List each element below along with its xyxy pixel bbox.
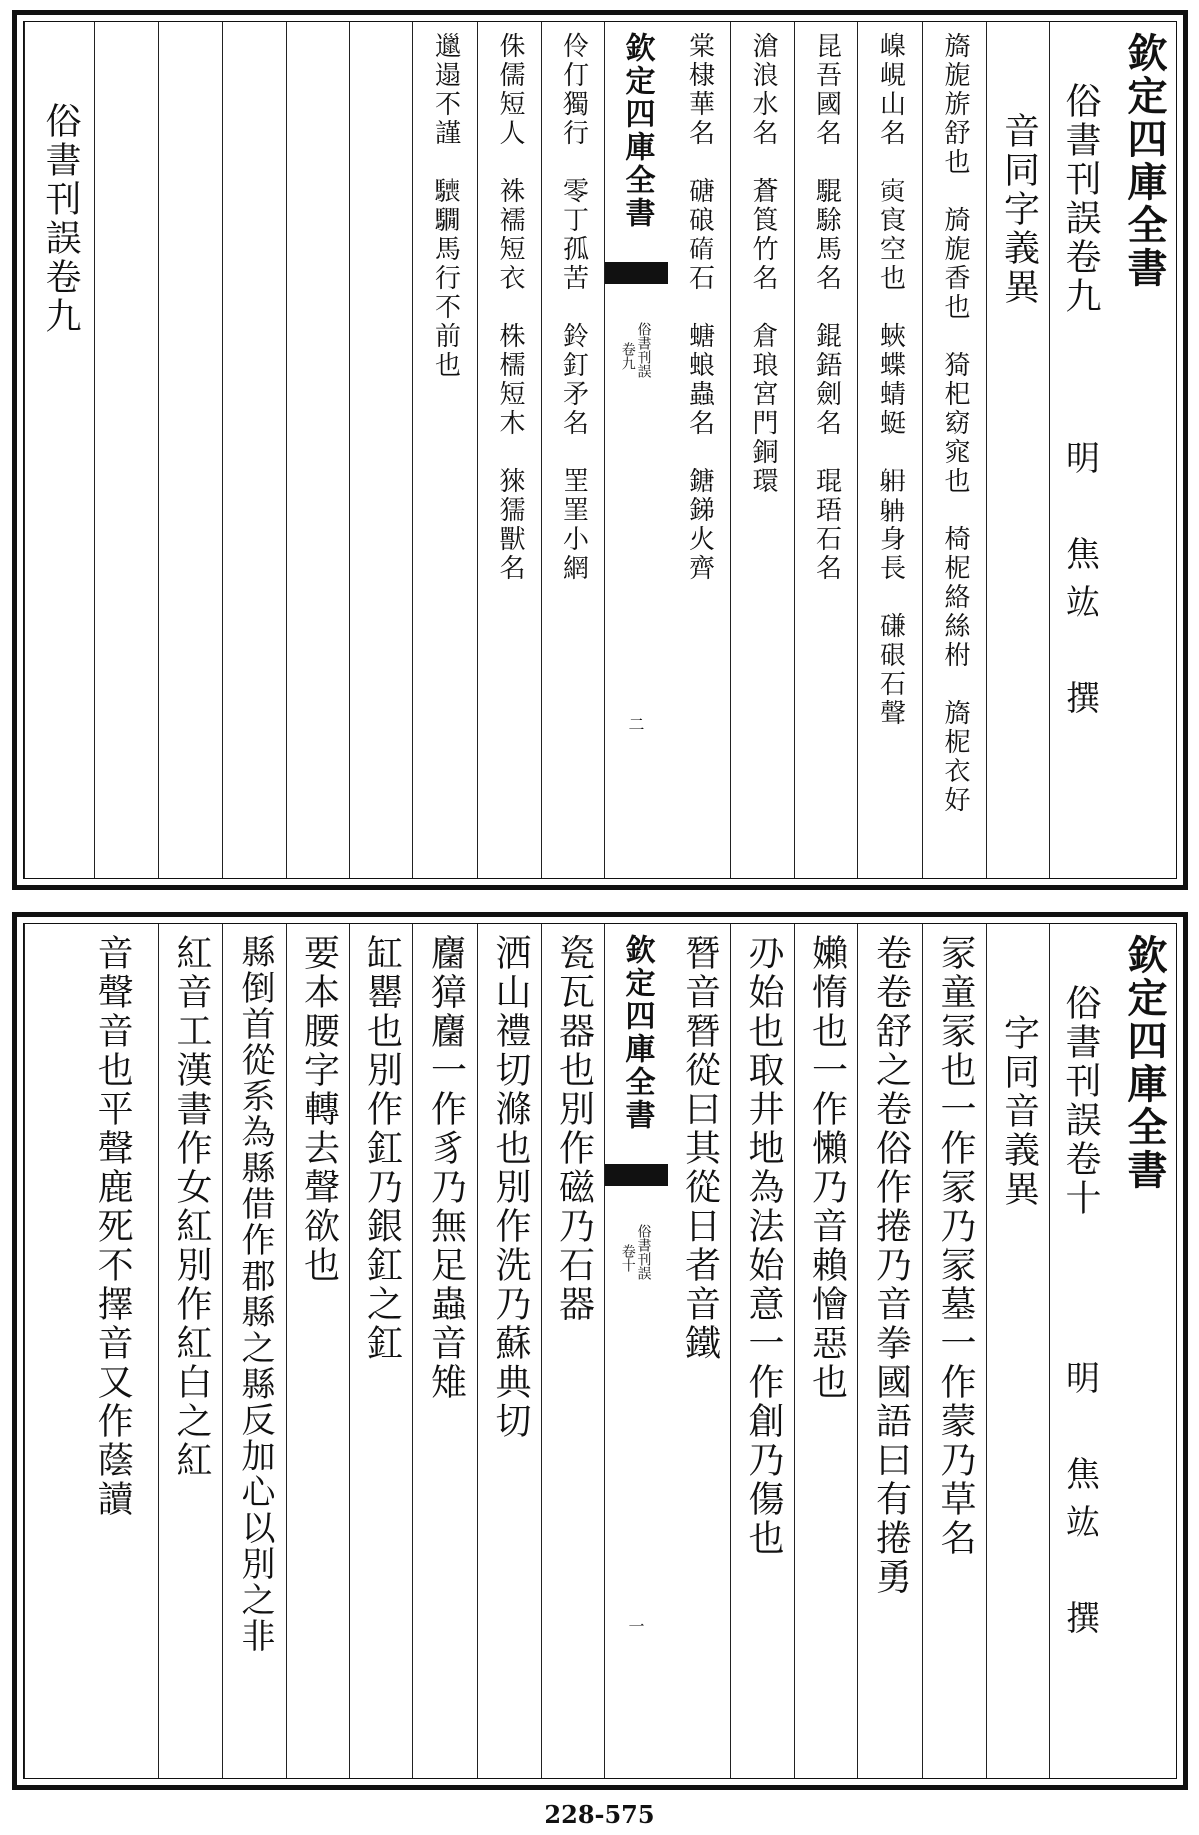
top-line-6: 伶仃獨行 零丁孤苦 鈴釘矛名 罜罣小網 bbox=[558, 32, 589, 583]
bottom-col-line-12 bbox=[158, 924, 223, 1778]
top-line-8: 邋遢不謹 𩦌𩦂馬行不前也 bbox=[430, 32, 461, 380]
top-fold-sub-a: 俗書刊誤 bbox=[635, 322, 652, 378]
bottom-fold-title: 欽定四庫全書 bbox=[619, 934, 655, 1132]
bottom-line-9: 缸罌也別作釭乃銀釭之釭 bbox=[361, 934, 403, 1363]
bottom-line-6: 瓷瓦器也別作磁乃石器 bbox=[553, 934, 595, 1324]
top-col-blank-1 bbox=[349, 22, 413, 878]
top-page-panel bbox=[12, 10, 1188, 890]
bottom-col-line-5 bbox=[667, 924, 731, 1778]
bottom-header-title: 欽定四庫全書 bbox=[1121, 934, 1168, 1192]
top-col-trailer bbox=[24, 22, 95, 878]
bottom-col-line-8 bbox=[412, 924, 478, 1778]
top-line-1: 旖旎旂舒也 旑旎香也 猗𣏌窈窕也 椅柅絡絲柎 旖柅衣好 bbox=[940, 32, 970, 815]
top-col-book-title bbox=[1049, 22, 1110, 878]
bottom-page-inner-frame bbox=[23, 923, 1177, 1779]
top-fold-fishtail-upper bbox=[605, 262, 668, 284]
top-col-blank-2 bbox=[286, 22, 350, 878]
bottom-line-7: 洒山禮切滌也別作洗乃蘇典切 bbox=[490, 934, 531, 1441]
bottom-col-header bbox=[1109, 924, 1179, 1778]
top-fold-leaf: 二 bbox=[628, 715, 645, 734]
bottom-line-1: 冡童冡也一作冡乃冡墓一作蒙乃草名 bbox=[935, 934, 976, 1558]
bottom-line-12: 紅音工漢書作女紅別作紅白之紅 bbox=[171, 934, 212, 1480]
bottom-col-line-4 bbox=[730, 924, 795, 1778]
bottom-col-line-2 bbox=[857, 924, 923, 1778]
bottom-col-section bbox=[986, 924, 1050, 1778]
top-book-title: 俗書刊誤卷九 bbox=[1060, 82, 1101, 316]
bottom-col-line-13 bbox=[24, 924, 159, 1778]
top-fold-sub-b: 卷九 bbox=[619, 342, 636, 370]
top-col-blank-4 bbox=[158, 22, 223, 878]
top-author: 明 焦竑 撰 bbox=[1059, 440, 1100, 728]
top-col-blank-5 bbox=[94, 22, 159, 878]
bottom-col-line-9 bbox=[349, 924, 413, 1778]
bottom-col-book-title bbox=[1049, 924, 1110, 1778]
bottom-col-line-7 bbox=[477, 924, 542, 1778]
top-line-7: 侏儒短人 袾襦短衣 株檽短木 猍獳獸名 bbox=[495, 32, 525, 583]
top-page-inner-frame bbox=[23, 21, 1177, 879]
top-col-line-1 bbox=[922, 22, 987, 878]
bottom-line-11: 縣倒首從系為縣借作郡縣之縣反加心以別之非 bbox=[235, 934, 275, 1654]
top-col-line-2 bbox=[857, 22, 923, 878]
top-line-5: 棠棣華名 磄硠𥓿石 螗蜋蟲名 鎕銻火齊 bbox=[684, 32, 715, 583]
bottom-line-8: 麕獐麕一作豸乃無足蟲音雉 bbox=[425, 934, 467, 1402]
bottom-col-line-6 bbox=[541, 924, 605, 1778]
top-col-line-4 bbox=[730, 22, 795, 878]
bottom-section-heading: 字同音義異 bbox=[998, 1014, 1040, 1209]
bottom-book-title: 俗書刊誤卷十 bbox=[1060, 984, 1101, 1218]
bottom-line-10: 要本腰字轉去聲欲也 bbox=[298, 934, 340, 1285]
top-col-line-7 bbox=[477, 22, 542, 878]
page-number: 228-575 bbox=[544, 1800, 655, 1829]
top-trailer-title: 俗書刊誤卷九 bbox=[40, 102, 81, 336]
top-columns bbox=[24, 22, 1176, 878]
bottom-line-4: 刅始也取井地為法始意一作創乃傷也 bbox=[743, 934, 784, 1558]
top-col-line-5 bbox=[667, 22, 731, 878]
bottom-line-13: 音聲音也平聲鹿死不擇音又作蔭讀 bbox=[92, 934, 134, 1519]
top-line-3: 昆吾國名 騉駼馬名 錕鋙劍名 琨珸石名 bbox=[811, 32, 842, 583]
top-header-title: 欽定四庫全書 bbox=[1121, 32, 1168, 290]
top-col-header bbox=[1109, 22, 1179, 878]
bottom-fold-sub-b: 卷十 bbox=[619, 1244, 636, 1272]
bottom-col-line-3 bbox=[794, 924, 858, 1778]
top-center-fold bbox=[604, 22, 668, 878]
bottom-line-5: 朁音朁從曰其從日者音鐵 bbox=[679, 934, 721, 1363]
top-col-section bbox=[986, 22, 1050, 878]
bottom-line-2: 卷卷舒之卷俗作捲乃音拳國語曰有捲勇 bbox=[870, 934, 912, 1597]
bottom-col-line-11 bbox=[222, 924, 287, 1778]
bottom-page-panel bbox=[12, 912, 1188, 1790]
top-line-4: 滄浪水名 蒼筤竹名 倉琅宮門銅環 bbox=[748, 32, 778, 496]
bottom-fold-leaf: 一 bbox=[628, 1617, 645, 1636]
top-col-blank-3 bbox=[222, 22, 287, 878]
top-col-line-6 bbox=[541, 22, 605, 878]
top-col-line-8 bbox=[412, 22, 478, 878]
bottom-fold-fishtail-upper bbox=[605, 1164, 668, 1186]
bottom-col-line-10 bbox=[286, 924, 350, 1778]
top-line-2: 嵲峴山名 𡩟㝗空也 蛺蝶蜻蜓 𨈜𨈭身長 磏硍石聲 bbox=[875, 32, 906, 728]
bottom-author: 明 焦竑 撰 bbox=[1059, 1360, 1100, 1648]
top-section-heading: 音同字義異 bbox=[998, 112, 1040, 307]
bottom-col-line-1 bbox=[922, 924, 987, 1778]
top-fold-title: 欽定四庫全書 bbox=[619, 32, 655, 230]
top-col-line-3 bbox=[794, 22, 858, 878]
bottom-columns bbox=[24, 924, 1176, 1778]
bottom-line-3: 嬾惰也一作懶乃音賴懀惡也 bbox=[806, 934, 848, 1402]
bottom-fold-sub-a: 俗書刊誤 bbox=[635, 1224, 652, 1280]
bottom-center-fold bbox=[604, 924, 668, 1778]
